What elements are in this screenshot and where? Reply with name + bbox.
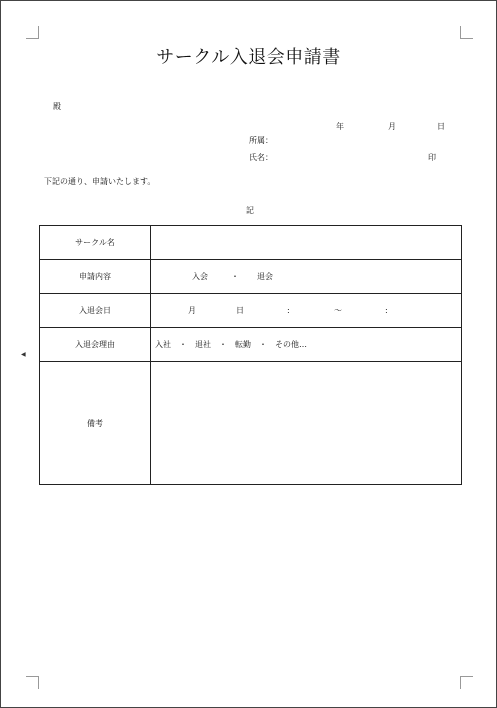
crop-mark-top-right <box>460 26 473 39</box>
affiliation-label: 所属： <box>249 136 273 145</box>
application-table <box>39 225 462 485</box>
left-triangle-icon: ◀ <box>21 351 26 358</box>
option-join[interactable]: 入会 <box>192 272 208 281</box>
crop-mark-bottom-left <box>26 676 39 689</box>
date-year-label: 年 <box>336 122 344 131</box>
range-tilde: ～ <box>334 306 342 315</box>
time-colon-end: : <box>385 306 388 315</box>
option-separator: ・ <box>231 272 239 281</box>
join-date-day: 日 <box>236 306 244 315</box>
date-day-label: 日 <box>437 122 445 131</box>
addressee-suffix: 殿 <box>53 102 61 111</box>
table-column-divider <box>150 226 151 484</box>
intro-text: 下記の通り、申請いたします。 <box>44 177 156 186</box>
table-row-divider <box>40 259 461 260</box>
reason-options[interactable]: 入社 ・ 退社 ・ 転勤 ・ その他… <box>155 340 307 349</box>
document-title: サークル入退会申請書 <box>156 47 341 68</box>
time-colon-start: : <box>287 306 290 315</box>
crop-mark-bottom-right <box>460 676 473 689</box>
crop-mark-top-left <box>26 26 39 39</box>
reason-label: 入退会理由 <box>75 340 115 349</box>
join-date-month: 月 <box>188 306 196 315</box>
name-label: 氏名： <box>249 153 273 162</box>
table-row-divider <box>40 293 461 294</box>
ki-heading: 記 <box>246 206 254 215</box>
table-row-divider <box>40 361 461 362</box>
notes-field[interactable] <box>152 363 460 483</box>
seal-label: 印 <box>428 153 436 162</box>
date-row-label: 入退会日 <box>79 306 111 315</box>
content-label: 申請内容 <box>79 272 111 281</box>
notes-label: 備考 <box>87 419 103 428</box>
circle-name-label: サークル名 <box>75 238 115 247</box>
circle-name-field[interactable] <box>152 227 460 259</box>
date-month-label: 月 <box>388 122 396 131</box>
option-leave[interactable]: 退会 <box>257 272 273 281</box>
table-row-divider <box>40 327 461 328</box>
